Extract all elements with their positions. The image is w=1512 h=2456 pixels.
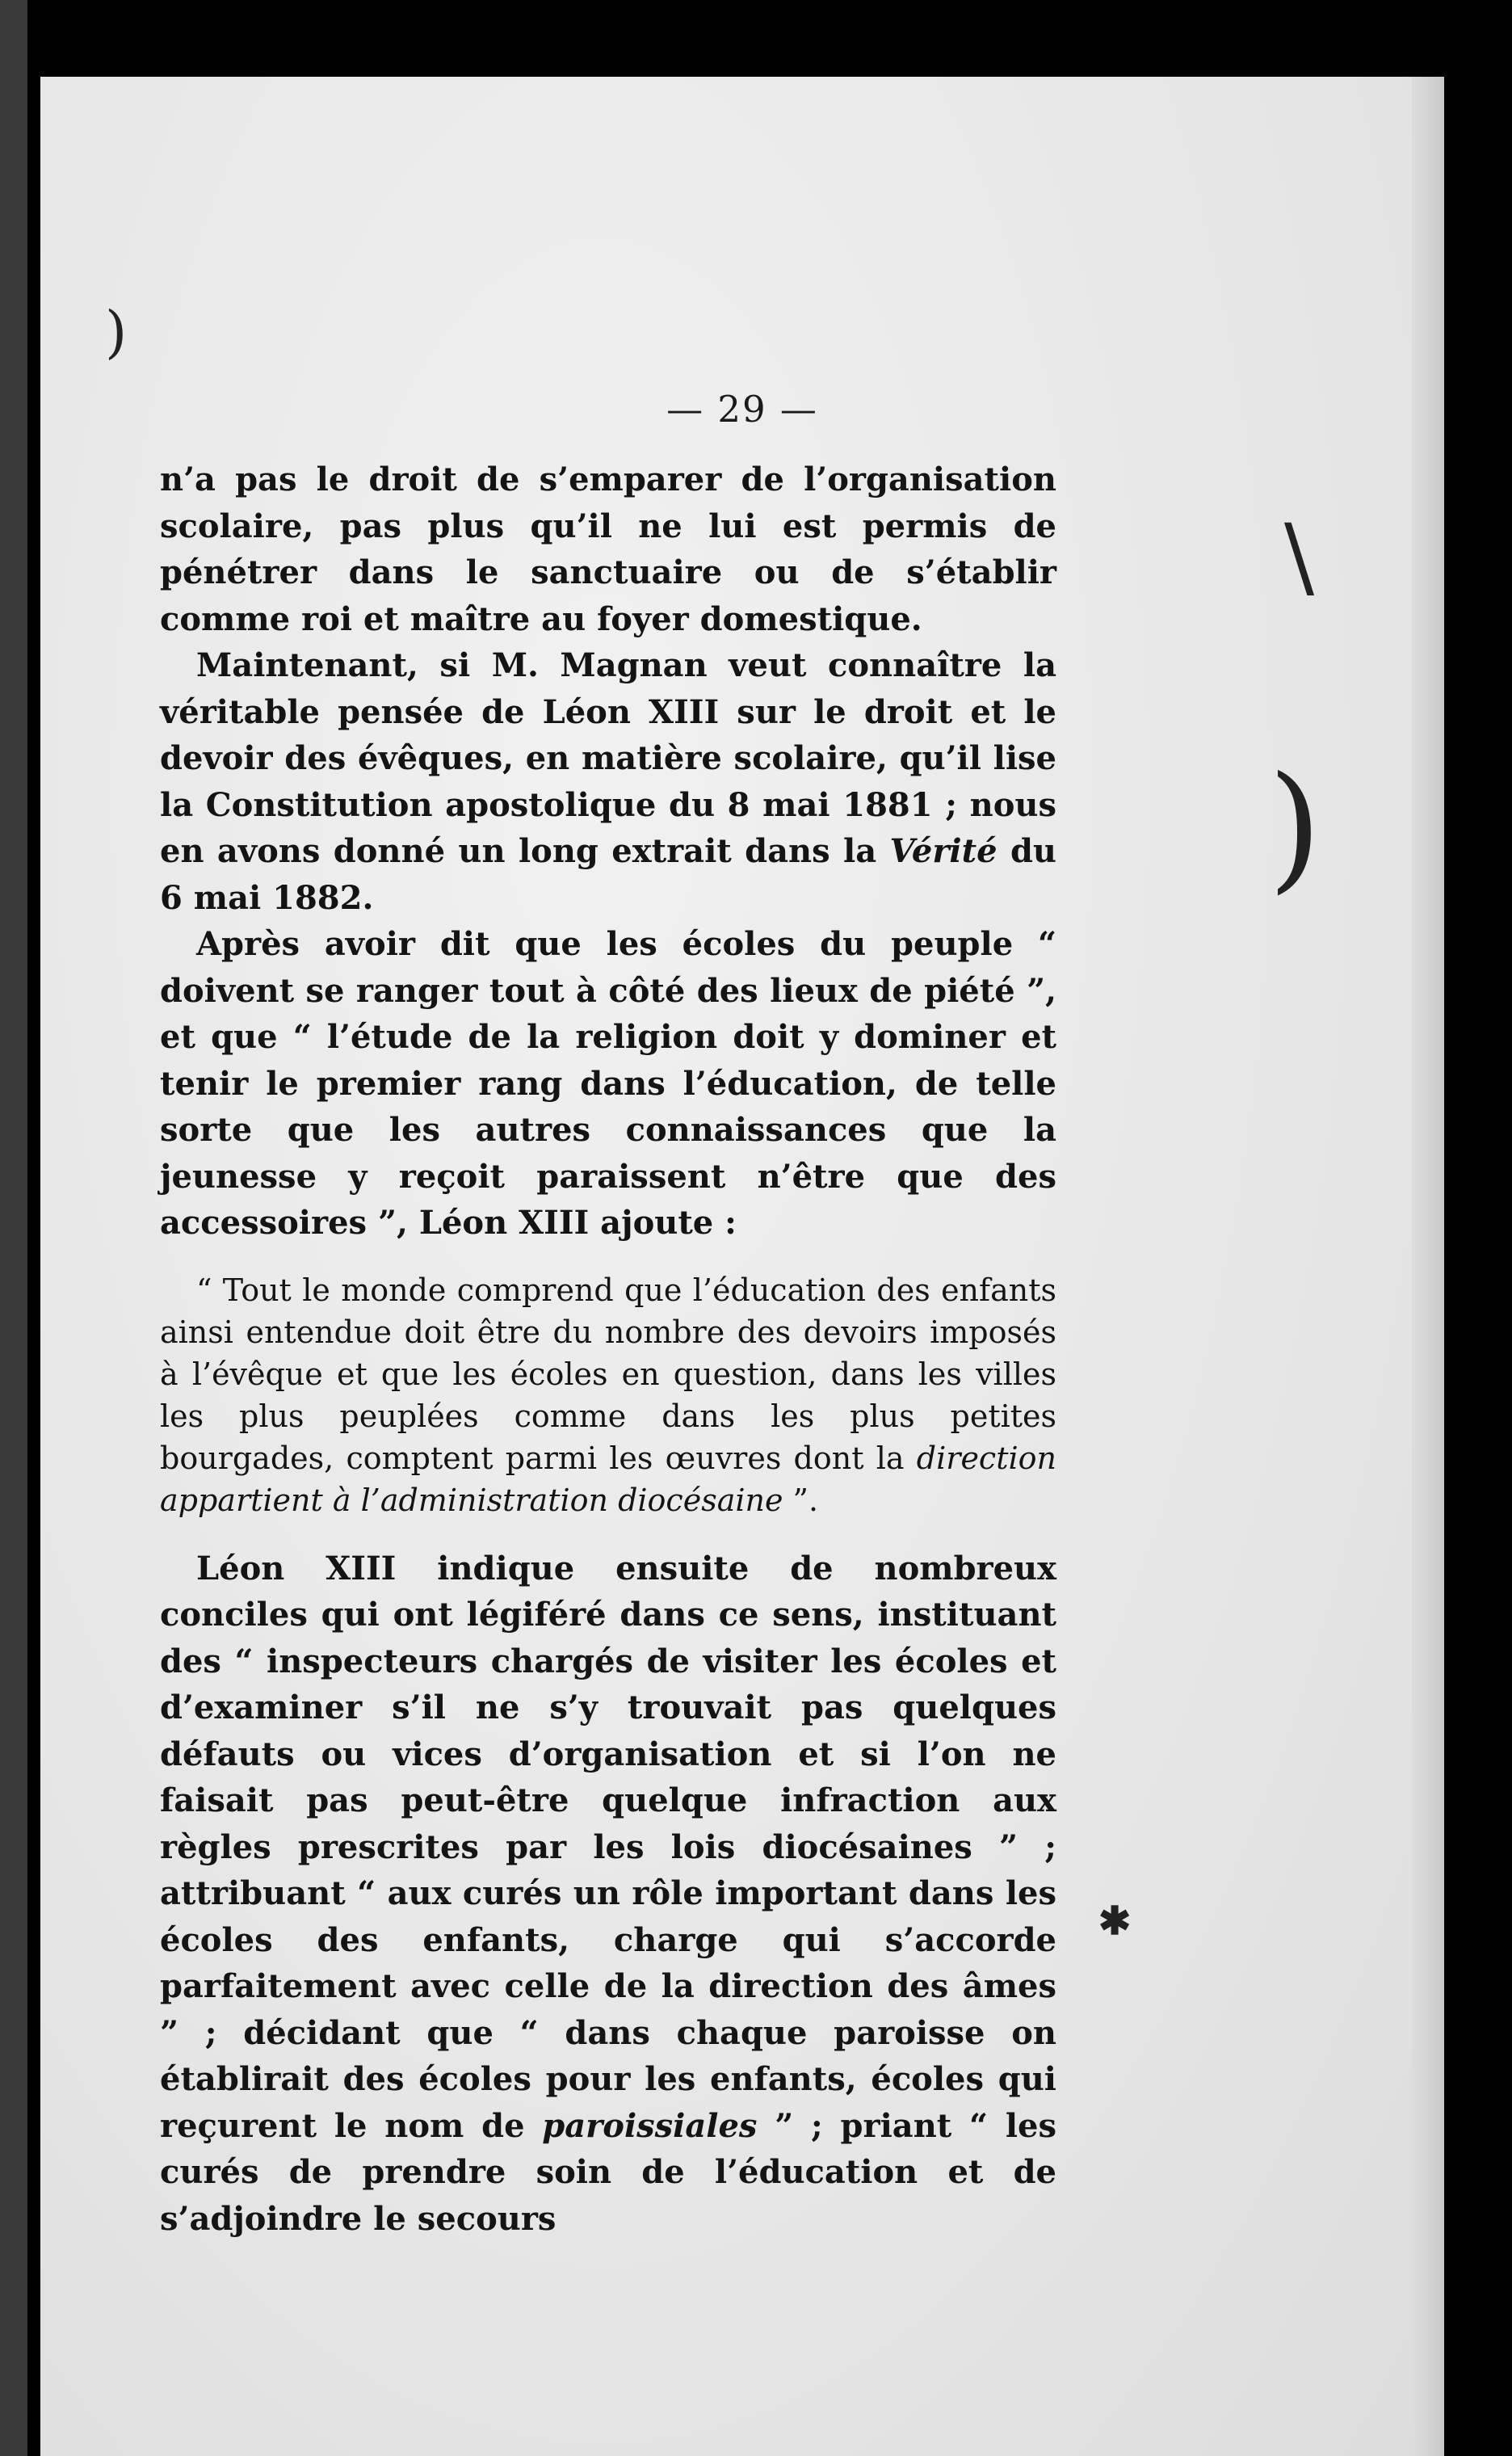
quotation-italic: direction appartient à l’administration diocésaine <box>160 1440 1056 1518</box>
paragraph-2-part-2: du 6 mai 1882. <box>160 832 1056 917</box>
paragraph-4-part-2: ” ; priant “ les curés de prendre soin de l’éducation et de s’adjoindre le secours <box>160 2106 1056 2238</box>
quotation-part-2: ”. <box>783 1482 819 1518</box>
paragraph-4 <box>160 1546 1056 2243</box>
paragraph-1: n’a pas le droit de s’emparer de l’organisation scolaire, pas plus qu’il ne lui est permis de pénétrer dans le sanctuaire ou de s’établir comme roi et maître au foyer domestique. <box>160 460 1056 638</box>
paragraph-4-part-1: Léon XIII indique ensuite de nombreux conciles qui ont légiféré dans ce sens, instituant des “ inspecteurs chargés de visiter les écoles et d’examiner s’il ne s’y trouvait pas quelques défauts ou vices d’organisation et si l’on ne faisait pas peut-être quelque infraction aux règles prescrites par les lois diocésaines ” ; attribuant “ aux curés un rôle important dans les écoles des enfants, charge qui s’accorde parfaitement avec celle de la direction des âmes ” ; décidant que “ dans chaque paroisse on établirait des écoles pour les enfants, écoles qui reçurent le nom de <box>160 1549 1056 2145</box>
page-number: — 29 — <box>666 388 818 431</box>
quotation <box>160 1269 1056 1521</box>
paragraph-4-italic: paroissiales <box>542 2106 758 2145</box>
margin-mark-right-middle: ) <box>1268 747 1322 907</box>
scan-border-left <box>0 0 27 2456</box>
book-page <box>40 77 1444 2456</box>
margin-mark-right-top: \ <box>1284 505 1315 608</box>
paragraph-2-italic-title: Vérité <box>889 832 998 870</box>
paragraph-3: Après avoir dit que les écoles du peuple “ doivent se ranger tout à côté des lieux de piété ”, et que “ l’étude de la religion doit y dominer et tenir le premier rang dans l’éducation, de telle sorte que les autres connaissances que la jeunesse y reçoit paraissent n’être que des accessoires ”, Léon XIII ajoute : <box>160 925 1056 1242</box>
paragraph-2 <box>160 642 1056 921</box>
body-text <box>160 456 1056 2242</box>
margin-mark-right-bottom: ✱ <box>1098 1899 1132 1944</box>
quotation-part-1: “ Tout le monde comprend que l’éducation des enfants ainsi entendue doit être du nombre des devoirs imposés à l’évêque et que les écoles en question, dans les villes les plus peuplées comme dans les plus petites bourgades, comptent parmi les œuvres dont la <box>160 1272 1056 1476</box>
paragraph-2-part-1: Maintenant, si M. Magnan veut connaître la véritable pensée de Léon XIII sur le droit et le devoir des évêques, en matière scolaire, qu’il lise la Constitution apostolique du 8 mai 1881 ; nous en avons donné un long extrait dans la <box>160 646 1056 870</box>
page-edge-shadow <box>1412 77 1444 2456</box>
margin-mark-left: ) <box>105 299 128 365</box>
